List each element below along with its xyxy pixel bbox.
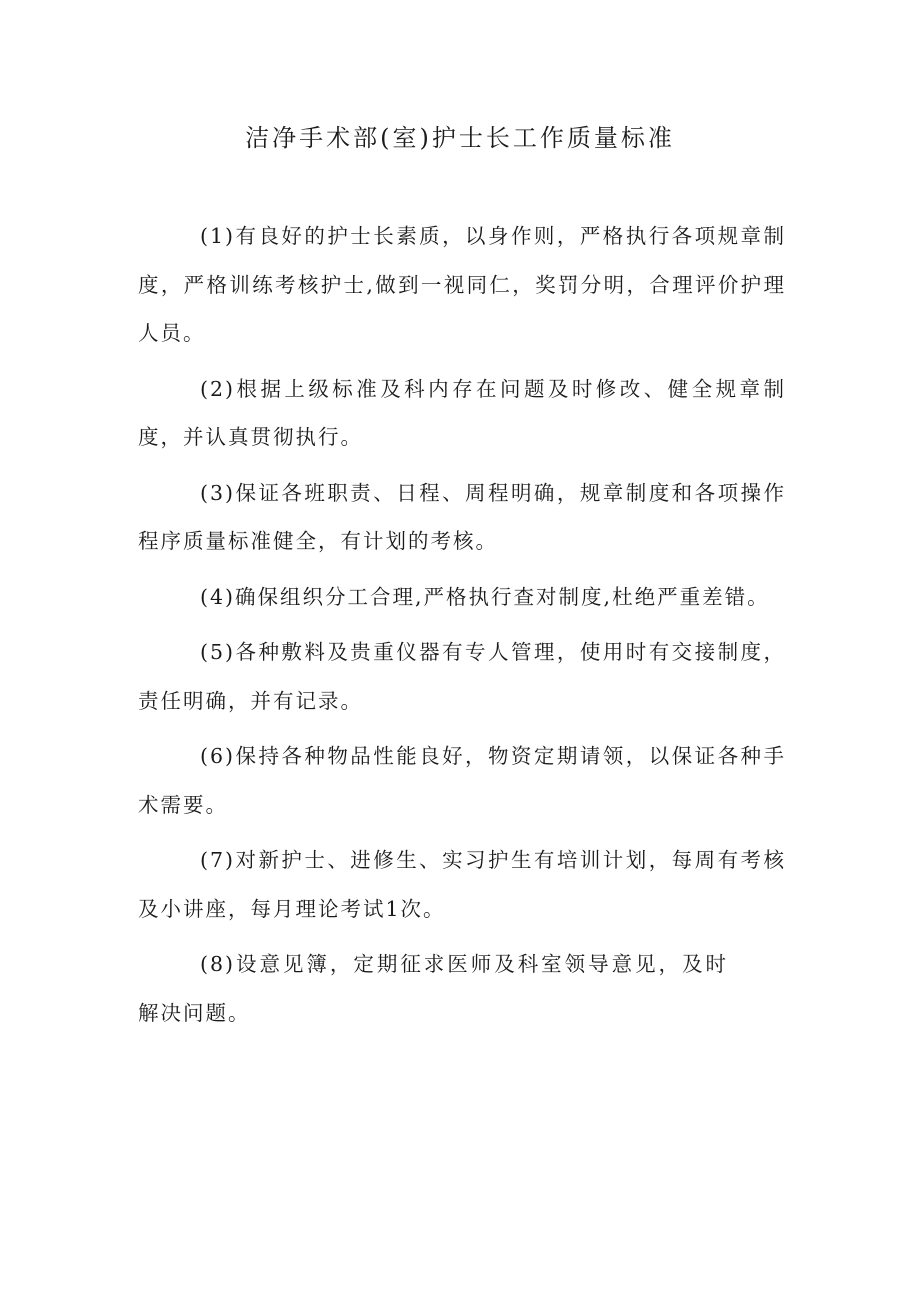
paragraph-6: (6)保持各种物品性能良好，物资定期请领，以保证各种手术需要。 (138, 744, 786, 817)
paragraph-2: (2)根据上级标准及科内存在问题及时修改、健全规章制度，并认真贯彻执行。 (138, 376, 786, 449)
paragraph-7: (7)对新护士、进修生、实习护生有培训计划，每周有考核及小讲座，每月理论考试1次。 (138, 848, 786, 921)
paragraph-1: (1)有良好的护士长素质，以身作则，严格执行各项规章制度，严格训练考核护士,做到一视同仁，奖罚分明，合理评价护理人员。 (138, 224, 786, 345)
paragraph-4: (4)确保组织分工合理,严格执行查对制度,杜绝严重差错。 (200, 584, 770, 609)
document-body (138, 212, 786, 1044)
document-title: 洁净手术部(室)护士长工作质量标准 (245, 124, 675, 152)
paragraph-8: (8)设意见簿，定期征求医师及科室领导意见，及时解决问题。 (138, 952, 728, 1025)
paragraph-5: (5)各种敷料及贵重仪器有专人管理，使用时有交接制度，责任明确，并有记录。 (138, 640, 786, 713)
paragraph-3: (3)保证各班职责、日程、周程明确，规章制度和各项操作程序质量标准健全，有计划的考核。 (138, 480, 786, 553)
